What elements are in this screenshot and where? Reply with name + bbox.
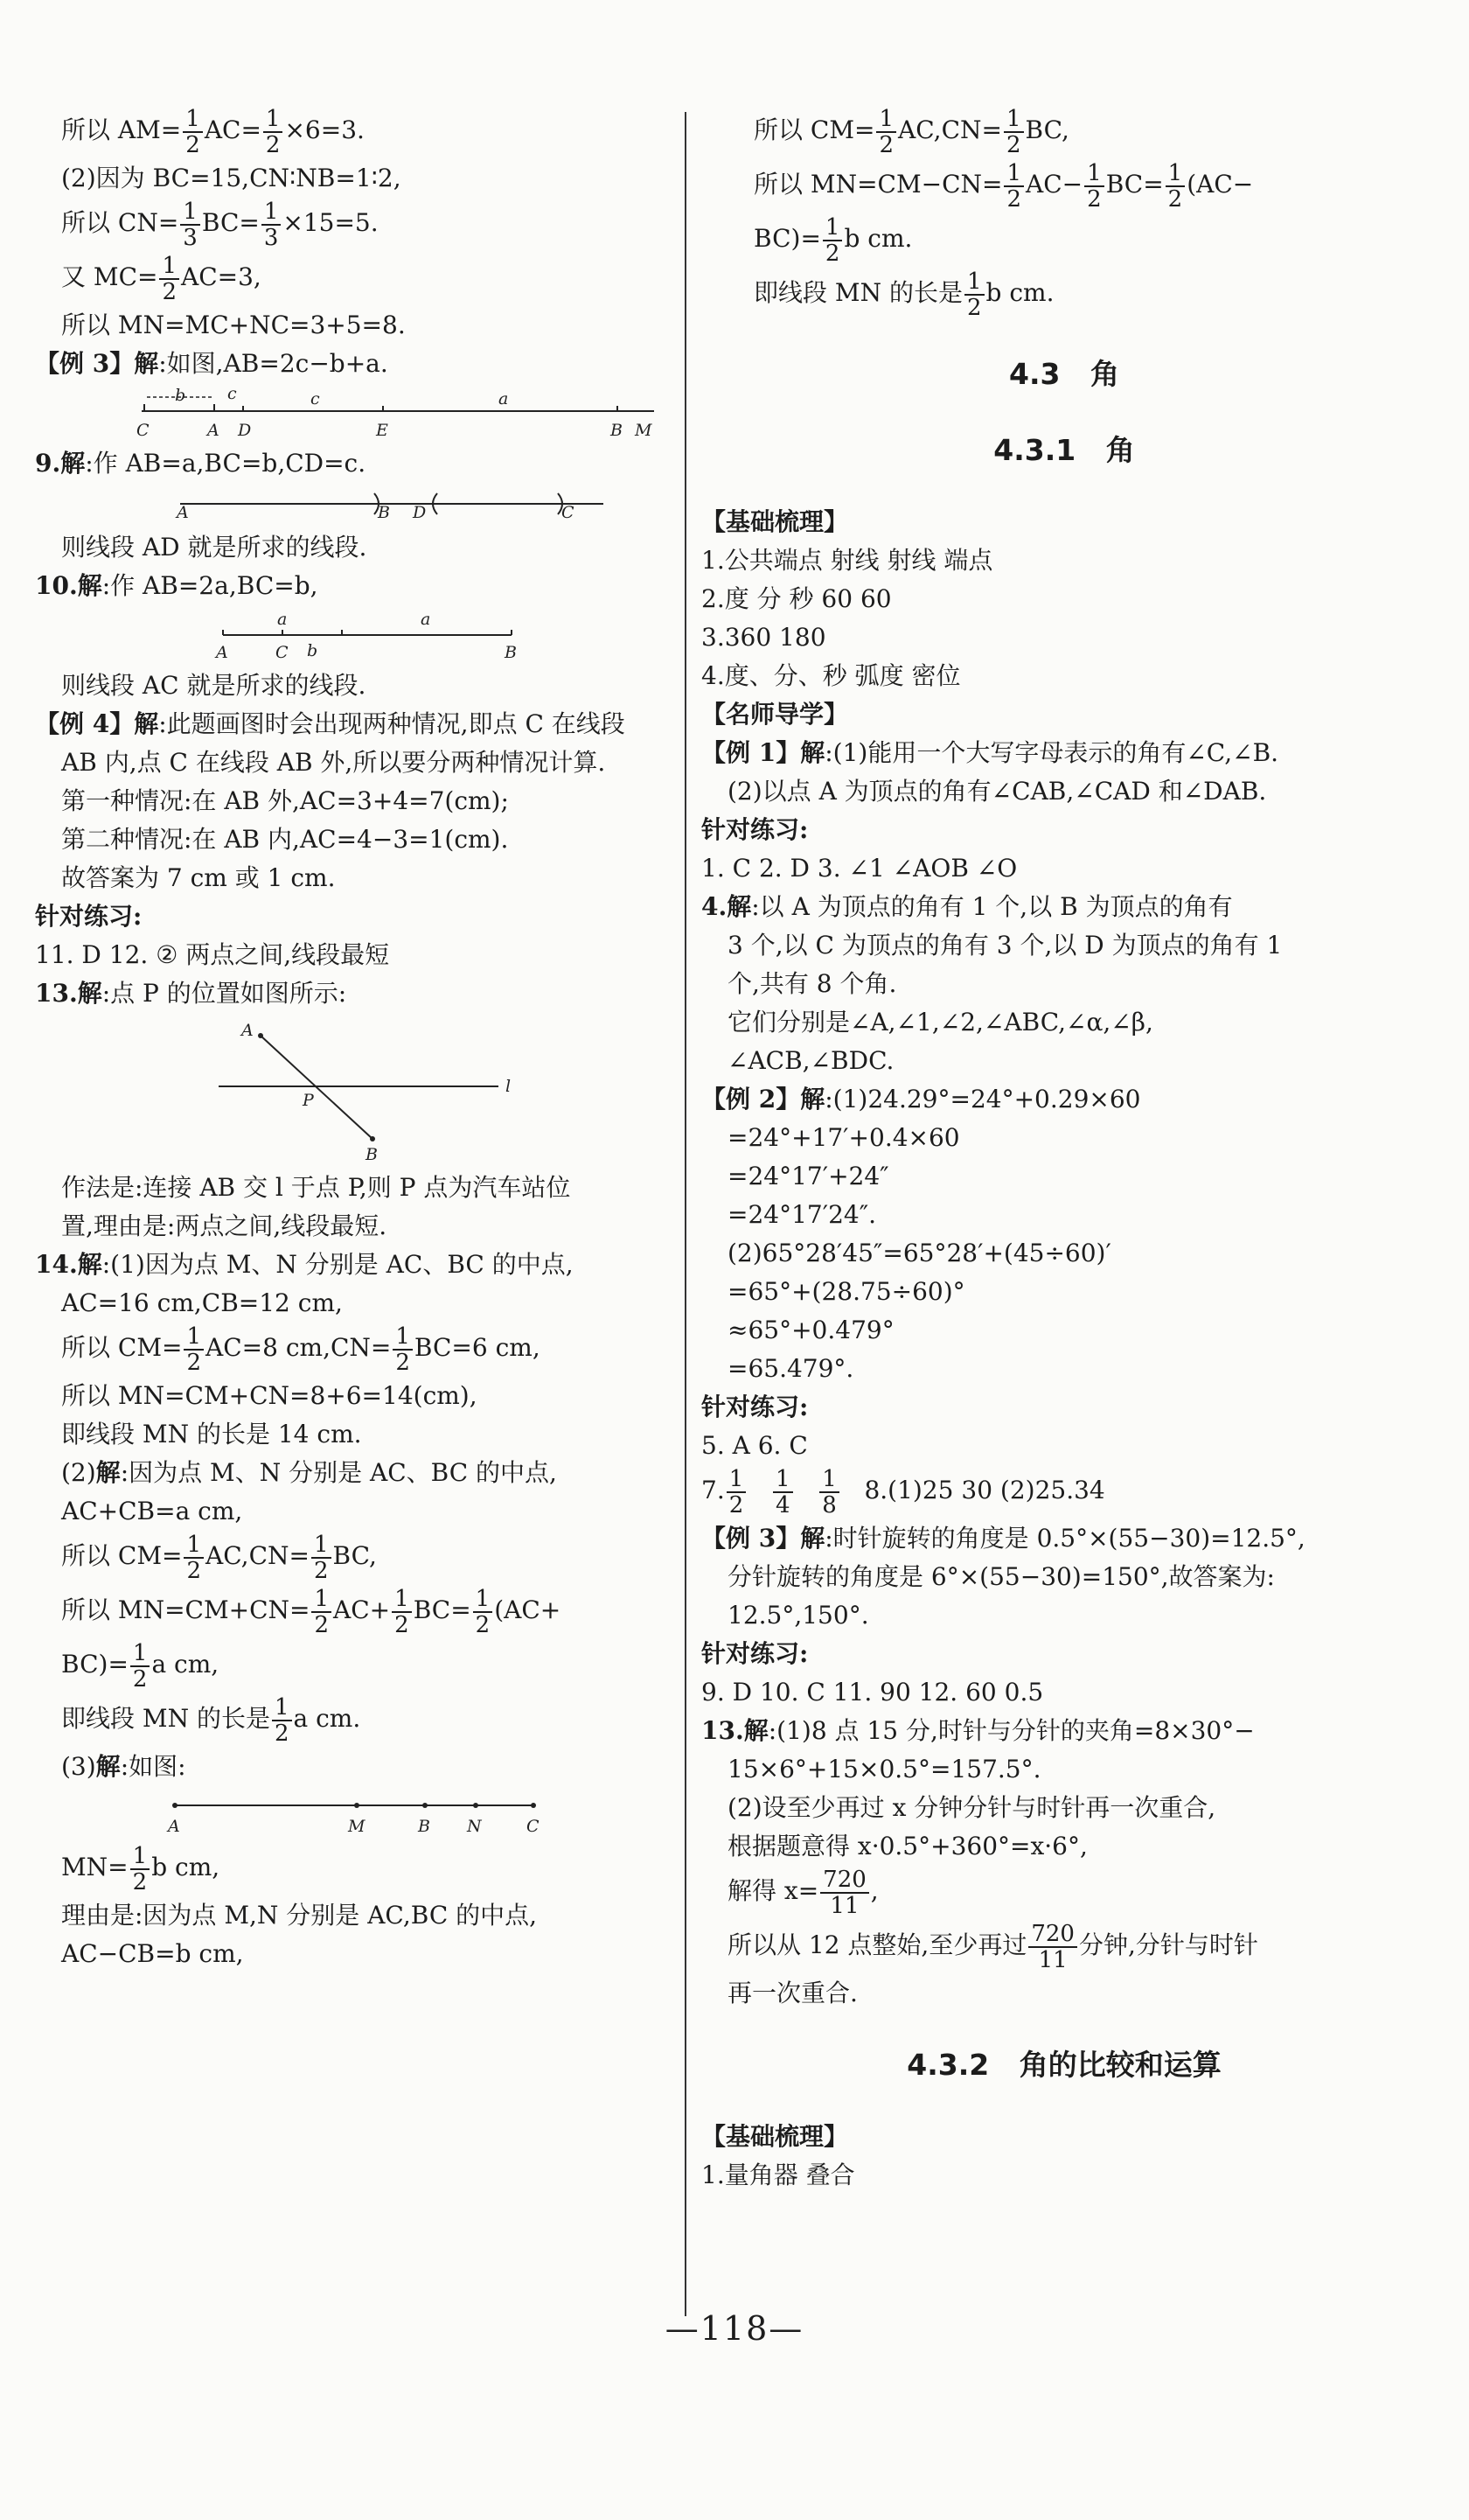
line: (2)解:因为点 M、N 分别是 AC、BC 的中点,: [61, 1458, 557, 1487]
line: (2)65°28′45″=65°28′+(45÷60)′: [728, 1239, 1111, 1267]
line: 个,共有 8 个角.: [728, 969, 897, 998]
line: 作法是:连接 AB 交 l 于点 P,则 P 点为汽车站位: [61, 1173, 571, 1202]
fraction: $\frac{1}{2}$: [272, 1695, 292, 1746]
line: 【例 2】解:(1)24.29°=24°+0.29×60: [701, 1085, 1141, 1113]
fraction: $\frac{1}{4}$: [773, 1467, 793, 1518]
point-label: B: [610, 421, 623, 440]
line: MN= $\frac{1}{2}$ b cm,: [61, 1842, 220, 1895]
figure-segment-acb: [214, 609, 599, 663]
point-label: B: [505, 643, 517, 662]
fraction: $\frac{1}{2}$: [311, 1587, 331, 1637]
figure-line-l-point-p: [210, 1016, 577, 1165]
line: 9. D 10. C 11. 90 12. 60 0.5: [701, 1678, 1044, 1707]
line: =24°+17′+0.4×60: [728, 1123, 960, 1152]
line: 解得 x= $\frac{720}{11}$ ,: [728, 1866, 879, 1919]
point-label: C: [275, 643, 289, 662]
line: 【例 1】解:(1)能用一个大写字母表示的角有∠C,∠B.: [701, 738, 1279, 767]
line: BC)= $\frac{1}{2}$ b cm.: [754, 213, 913, 267]
section-label: 针对练习:: [35, 902, 143, 931]
line: 又 MC= $\frac{1}{2}$ AC=3,: [61, 252, 261, 305]
fraction: $\frac{1}{2}$: [159, 254, 179, 304]
fraction: $\frac{1}{8}$: [819, 1467, 839, 1518]
point-label: P: [303, 1091, 314, 1110]
line: 第二种情况:在 AB 内,AC=4−3=1(cm).: [61, 825, 509, 854]
line: 即线段 MN 的长是 $\frac{1}{2}$ a cm.: [61, 1693, 361, 1747]
point-label: C: [526, 1817, 540, 1836]
fraction: $\frac{720}{11}$: [1028, 1922, 1077, 1972]
fraction: $\frac{1}{2}$: [184, 1324, 204, 1375]
point-label: A: [168, 1817, 180, 1836]
fraction: $\frac{1}{2}$: [1166, 161, 1186, 212]
line: =65.479°.: [728, 1354, 854, 1383]
fraction: $\frac{1}{2}$: [183, 107, 203, 157]
line: 所以从 12 点整始,至少再过 $\frac{720}{11}$ 分钟,分针与时针: [728, 1920, 1258, 1973]
line: 所以 CM= $\frac{1}{2}$ AC,CN= $\frac{1}{2}$ BC,: [754, 105, 1069, 158]
segment-label: a: [277, 610, 288, 629]
line: 1.公共端点 射线 射线 端点: [701, 546, 993, 575]
point-label: A: [216, 643, 228, 662]
line: 所以 MN=MC+NC=3+5=8.: [61, 311, 406, 339]
line: 【例 3】解:时针旋转的角度是 0.5°×(55−30)=12.5°,: [701, 1524, 1305, 1553]
point-label: D: [413, 503, 427, 522]
line: 3 个,以 C 为顶点的角有 3 个,以 D 为顶点的角有 1: [728, 931, 1283, 960]
fraction: $\frac{1}{2}$: [964, 269, 985, 320]
line: 所以 AM= $\frac{1}{2}$ AC= $\frac{1}{2}$ ×6=3.: [61, 105, 365, 158]
point-label: A: [207, 421, 219, 440]
right-column: [701, 105, 1427, 2195]
line: 【例 4】解:此题画图时会出现两种情况,即点 C 在线段: [35, 709, 625, 738]
line: 3.360 180: [701, 623, 826, 652]
fraction: $\frac{1}{2}$: [727, 1467, 747, 1518]
segment-label: a: [421, 610, 431, 629]
line: =24°17′24″.: [728, 1200, 877, 1229]
line: 4.度、分、秒 弧度 密位: [701, 661, 961, 690]
point-label: C: [561, 503, 574, 522]
point-label: l: [505, 1077, 512, 1096]
line: (3)解:如图:: [61, 1752, 186, 1781]
section-heading: 4.3 角: [1009, 357, 1119, 391]
line: AC+CB=a cm,: [61, 1497, 243, 1525]
line: 1.量角器 叠合: [701, 2160, 855, 2189]
line: 13.解:点 P 的位置如图所示:: [35, 979, 347, 1008]
line: 即线段 MN 的长是 14 cm.: [61, 1420, 362, 1448]
fraction: $\frac{1}{2}$: [473, 1587, 493, 1637]
segment-label: c: [310, 389, 320, 408]
line: 15×6°+15×0.5°=157.5°.: [728, 1755, 1041, 1784]
point-label: B: [378, 503, 390, 522]
line: 所以 CM= $\frac{1}{2}$ AC=8 cm,CN= $\frac{1}{2}$ BC=6 cm,: [61, 1323, 540, 1376]
line: AC−CB=b cm,: [61, 1939, 244, 1968]
line: 第一种情况:在 AB 外,AC=3+4=7(cm);: [61, 786, 509, 815]
point-label: B: [366, 1145, 378, 1164]
line: AB 内,点 C 在线段 AB 外,所以要分两种情况计算.: [61, 748, 606, 777]
line: 5. A 6. C: [701, 1431, 808, 1460]
line: 4.解:以 A 为顶点的角有 1 个,以 B 为顶点的角有: [701, 892, 1233, 921]
point-label: A: [241, 1021, 254, 1040]
line: 【例 3】解:如图,AB=2c−b+a.: [35, 349, 388, 378]
section-label: 【名师导学】: [701, 700, 849, 729]
line: 9.解:作 AB=a,BC=b,CD=c.: [35, 449, 366, 478]
line: 所以 CM= $\frac{1}{2}$ AC,CN= $\frac{1}{2}$ BC,: [61, 1531, 377, 1584]
fraction: $\frac{1}{2}$: [823, 215, 843, 266]
column-divider: [685, 112, 686, 2316]
line: 它们分别是∠A,∠1,∠2,∠ABC,∠α,∠β,: [728, 1008, 1153, 1037]
fraction: $\frac{1}{2}$: [876, 107, 896, 157]
line: 7. $\frac{1}{2}$ $\frac{1}{4}$ $\frac{1}{8}$ 8.(1)25 30 (2)25.34: [701, 1465, 1105, 1518]
fraction: $\frac{1}{2}$: [1004, 107, 1024, 157]
line: 再一次重合.: [728, 1979, 858, 2007]
point-label: M: [348, 1817, 366, 1836]
segment-label: b: [307, 641, 318, 660]
line: 故答案为 7 cm 或 1 cm.: [61, 863, 336, 892]
point-label: D: [238, 421, 252, 440]
line: 2.度 分 秒 60 60: [701, 584, 892, 613]
fraction: $\frac{1}{2}$: [392, 1587, 412, 1637]
point-label: N: [467, 1817, 482, 1836]
line: 所以 MN=CM−CN= $\frac{1}{2}$ AC− $\frac{1}{2}$ BC= $\frac{1}{2}$ (AC−: [754, 159, 1254, 213]
line: 置,理由是:两点之间,线段最短.: [61, 1211, 387, 1240]
line: 所以 CN= $\frac{1}{3}$ BC= $\frac{1}{3}$ ×15=5.: [61, 198, 379, 251]
page-number: —118—: [665, 2309, 804, 2348]
line: 理由是:因为点 M,N 分别是 AC,BC 的中点,: [61, 1901, 538, 1930]
section-label: 针对练习:: [701, 1639, 809, 1668]
section-label: 【基础梳理】: [701, 507, 849, 536]
fraction: $\frac{1}{2}$: [263, 107, 283, 157]
line: 12.5°,150°.: [728, 1601, 869, 1630]
line: =65°+(28.75÷60)°: [728, 1277, 965, 1306]
figure-segment-abdc: [175, 486, 612, 525]
line: BC)= $\frac{1}{2}$ a cm,: [61, 1639, 219, 1693]
line: 所以 MN=CM+CN=8+6=14(cm),: [61, 1381, 477, 1410]
figure-segment-cadebm: [131, 387, 673, 441]
fraction: $\frac{1}{2}$: [184, 1532, 204, 1583]
line: 则线段 AC 就是所求的线段.: [61, 671, 366, 700]
line: (2)因为 BC=15,CN∶NB=1∶2,: [61, 164, 401, 192]
line: ∠ACB,∠BDC.: [728, 1046, 895, 1075]
fraction: $\frac{1}{3}$: [180, 199, 200, 250]
subsection-heading: 4.3.2 角的比较和运算: [907, 2048, 1222, 2082]
fraction: $\frac{1}{2}$: [130, 1641, 150, 1692]
subsection-heading: 4.3.1 角: [993, 433, 1135, 467]
line: 13.解:(1)8 点 15 分,时针与分针的夹角=8×30°−: [701, 1716, 1255, 1745]
fraction: $\frac{1}{2}$: [1084, 161, 1104, 212]
line: 根据题意得 x·0.5°+360°=x·6°,: [728, 1832, 1088, 1860]
line: 10.解:作 AB=2a,BC=b,: [35, 571, 318, 600]
fraction: $\frac{720}{11}$: [820, 1867, 869, 1918]
fraction: $\frac{1}{2}$: [311, 1532, 331, 1583]
fraction: $\frac{1}{2}$: [130, 1844, 150, 1895]
point-label: B: [418, 1817, 430, 1836]
section-label: 针对练习:: [701, 815, 809, 844]
line: ≈65°+0.479°: [728, 1316, 895, 1344]
segment-label: c: [227, 387, 237, 403]
line: 11. D 12. ② 两点之间,线段最短: [35, 940, 390, 969]
section-label: 针对练习:: [701, 1393, 809, 1421]
figure-segment-ambnc: [166, 1790, 656, 1839]
line: 14.解:(1)因为点 M、N 分别是 AC、BC 的中点,: [35, 1250, 574, 1279]
point-label: M: [635, 421, 652, 440]
section-label: 【基础梳理】: [701, 2122, 849, 2151]
fraction: $\frac{1}{2}$: [393, 1324, 413, 1375]
point-label: A: [177, 503, 189, 522]
point-label: C: [136, 421, 150, 440]
segment-label: a: [498, 389, 509, 408]
line: 1. C 2. D 3. ∠1 ∠AOB ∠O: [701, 854, 1018, 883]
line: 分针旋转的角度是 6°×(55−30)=150°,故答案为:: [728, 1562, 1275, 1591]
fraction: $\frac{1}{3}$: [261, 199, 282, 250]
left-column: [35, 105, 673, 1973]
segment-label: b: [175, 387, 186, 405]
fraction: $\frac{1}{2}$: [1004, 161, 1024, 212]
point-label: E: [376, 421, 388, 440]
line: (2)以点 A 为顶点的角有∠CAB,∠CAD 和∠DAB.: [728, 777, 1267, 806]
line: 所以 MN=CM+CN= $\frac{1}{2}$ AC+ $\frac{1}{2}$ BC= $\frac{1}{2}$ (AC+: [61, 1585, 561, 1638]
line: AC=16 cm,CB=12 cm,: [61, 1288, 343, 1317]
line: 则线段 AD 就是所求的线段.: [61, 533, 367, 562]
line: =24°17′+24″: [728, 1162, 889, 1190]
line: (2)设至少再过 x 分钟分针与时针再一次重合,: [728, 1793, 1216, 1822]
line: 即线段 MN 的长是 $\frac{1}{2}$ b cm.: [754, 268, 1055, 321]
